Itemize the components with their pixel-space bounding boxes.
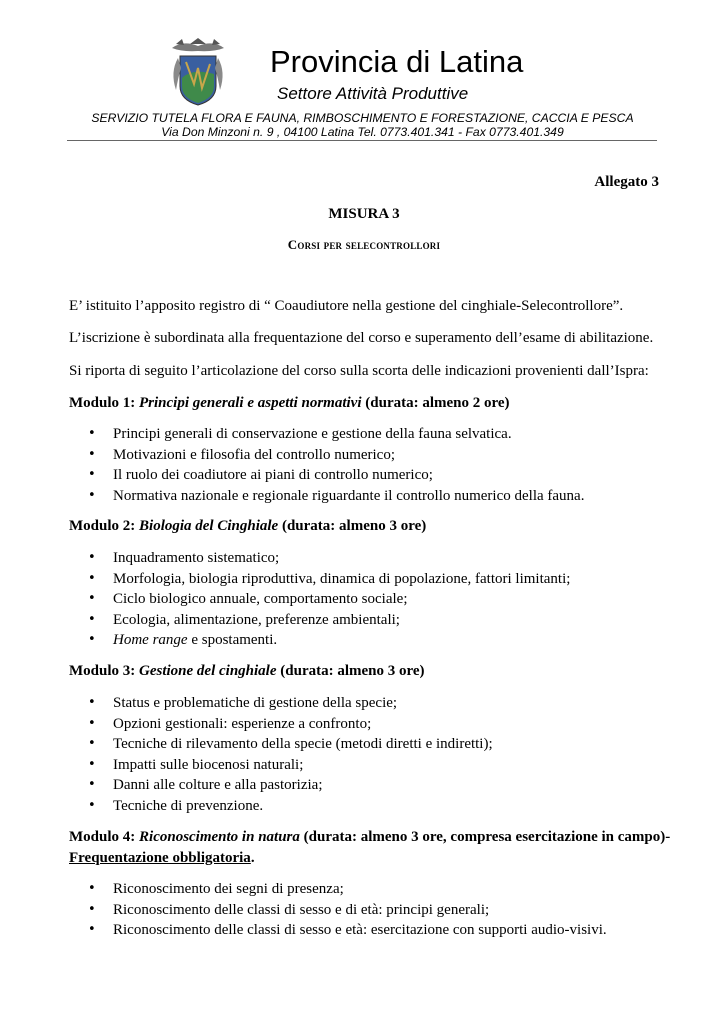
corsi-heading: Corsi per selecontrollori xyxy=(287,237,441,252)
module-1-prefix: Modulo 1: xyxy=(69,395,140,411)
module-2-list xyxy=(69,548,570,651)
header-service: SERVIZIO TUTELA FLORA E FAUNA, RIMBOSCHIMENTO E FORESTAZIONE, CACCIA E PESCA xyxy=(91,111,634,125)
home-range-term: Home range xyxy=(113,632,188,648)
module-3-duration: (durata: almeno 3 ore) xyxy=(276,663,425,679)
list-item: • Riconoscimento delle classi di sesso e di età: principi generali; xyxy=(69,900,607,921)
list-item: • Tecniche di prevenzione. xyxy=(69,796,493,817)
header-subtitle: Settore Attività Produttive xyxy=(277,84,469,103)
module-4-list xyxy=(69,879,607,941)
home-range-rest: e spostamenti. xyxy=(187,632,278,648)
list-item: • Riconoscimento dei segni di presenza; xyxy=(69,879,607,900)
list-item: • Inquadramento sistematico; xyxy=(69,548,570,569)
mandatory-attendance-end: . xyxy=(250,850,255,866)
misura-heading: MISURA 3 xyxy=(328,206,400,222)
module-4-name: Riconoscimento in natura xyxy=(139,829,300,845)
list-item xyxy=(69,630,570,651)
module-1-duration: (durata: almeno 2 ore) xyxy=(361,395,510,411)
list-item: • Opzioni gestionali: esperienze a confronto; xyxy=(69,714,493,735)
list-item: • Ciclo biologico annuale, comportamento sociale; xyxy=(69,589,570,610)
module-3-list xyxy=(69,693,493,816)
module-1-name: Principi generali e aspetti normativi xyxy=(139,395,362,411)
list-item: • Riconoscimento delle classi di sesso e età: esercitazione con supporti audio-visivi. xyxy=(69,920,607,941)
module-4-duration: (durata: almeno 3 ore, compresa esercitazione in campo)- xyxy=(299,829,671,845)
module-3-title xyxy=(69,661,425,681)
module-2-title xyxy=(69,516,426,536)
list-item: • Impatti sulle biocenosi naturali; xyxy=(69,755,493,776)
list-item: • Status e problematiche di gestione della specie; xyxy=(69,693,493,714)
module-4-title xyxy=(69,827,670,847)
paragraph-registro: E’ istituito l’apposito registro di “ Coaudiutore nella gestione del cinghiale-Selecontrollore”. xyxy=(69,298,624,314)
module-3-name: Gestione del cinghiale xyxy=(139,663,277,679)
paragraph-articolazione: Si riporta di seguito l’articolazione del corso sulla scorta delle indicazioni provenienti dall’Ispra: xyxy=(69,363,649,379)
header-divider xyxy=(67,140,657,141)
mandatory-attendance: Frequentazione obbligatoria xyxy=(69,850,251,866)
list-item: • Tecniche di rilevamento della specie (metodi diretti e indiretti); xyxy=(69,734,493,755)
module-4-prefix: Modulo 4: xyxy=(69,829,140,845)
header-title: Provincia di Latina xyxy=(270,44,524,79)
module-4-frequency xyxy=(69,848,255,868)
module-3-prefix: Modulo 3: xyxy=(69,663,140,679)
module-1-list xyxy=(69,424,584,506)
provincial-coat-of-arms-icon xyxy=(168,38,228,106)
module-2-name: Biologia del Cinghiale xyxy=(139,518,279,534)
letterhead xyxy=(0,0,725,145)
header-address: Via Don Minzoni n. 9 , 04100 Latina Tel. 0773.401.341 - Fax 0773.401.349 xyxy=(161,125,564,139)
list-item: • Motivazioni e filosofia del controllo numerico; xyxy=(69,445,584,466)
allegato-label: Allegato 3 xyxy=(594,174,659,190)
list-item: • Danni alle colture e alla pastorizia; xyxy=(69,775,493,796)
module-2-prefix: Modulo 2: xyxy=(69,518,140,534)
module-2-duration: (durata: almeno 3 ore) xyxy=(278,518,427,534)
module-1-title xyxy=(69,393,510,413)
list-item: • Ecologia, alimentazione, preferenze ambientali; xyxy=(69,610,570,631)
list-item: • Principi generali di conservazione e gestione della fauna selvatica. xyxy=(69,424,584,445)
paragraph-iscrizione: L’iscrizione è subordinata alla frequentazione del corso e superamento dell’esame di abilitazione. xyxy=(69,330,654,346)
list-item: • Morfologia, biologia riproduttiva, dinamica di popolazione, fattori limitanti; xyxy=(69,569,570,590)
list-item: • Normativa nazionale e regionale riguardante il controllo numerico della fauna. xyxy=(69,486,584,507)
list-item: • Il ruolo dei coadiutore ai piani di controllo numerico; xyxy=(69,465,584,486)
